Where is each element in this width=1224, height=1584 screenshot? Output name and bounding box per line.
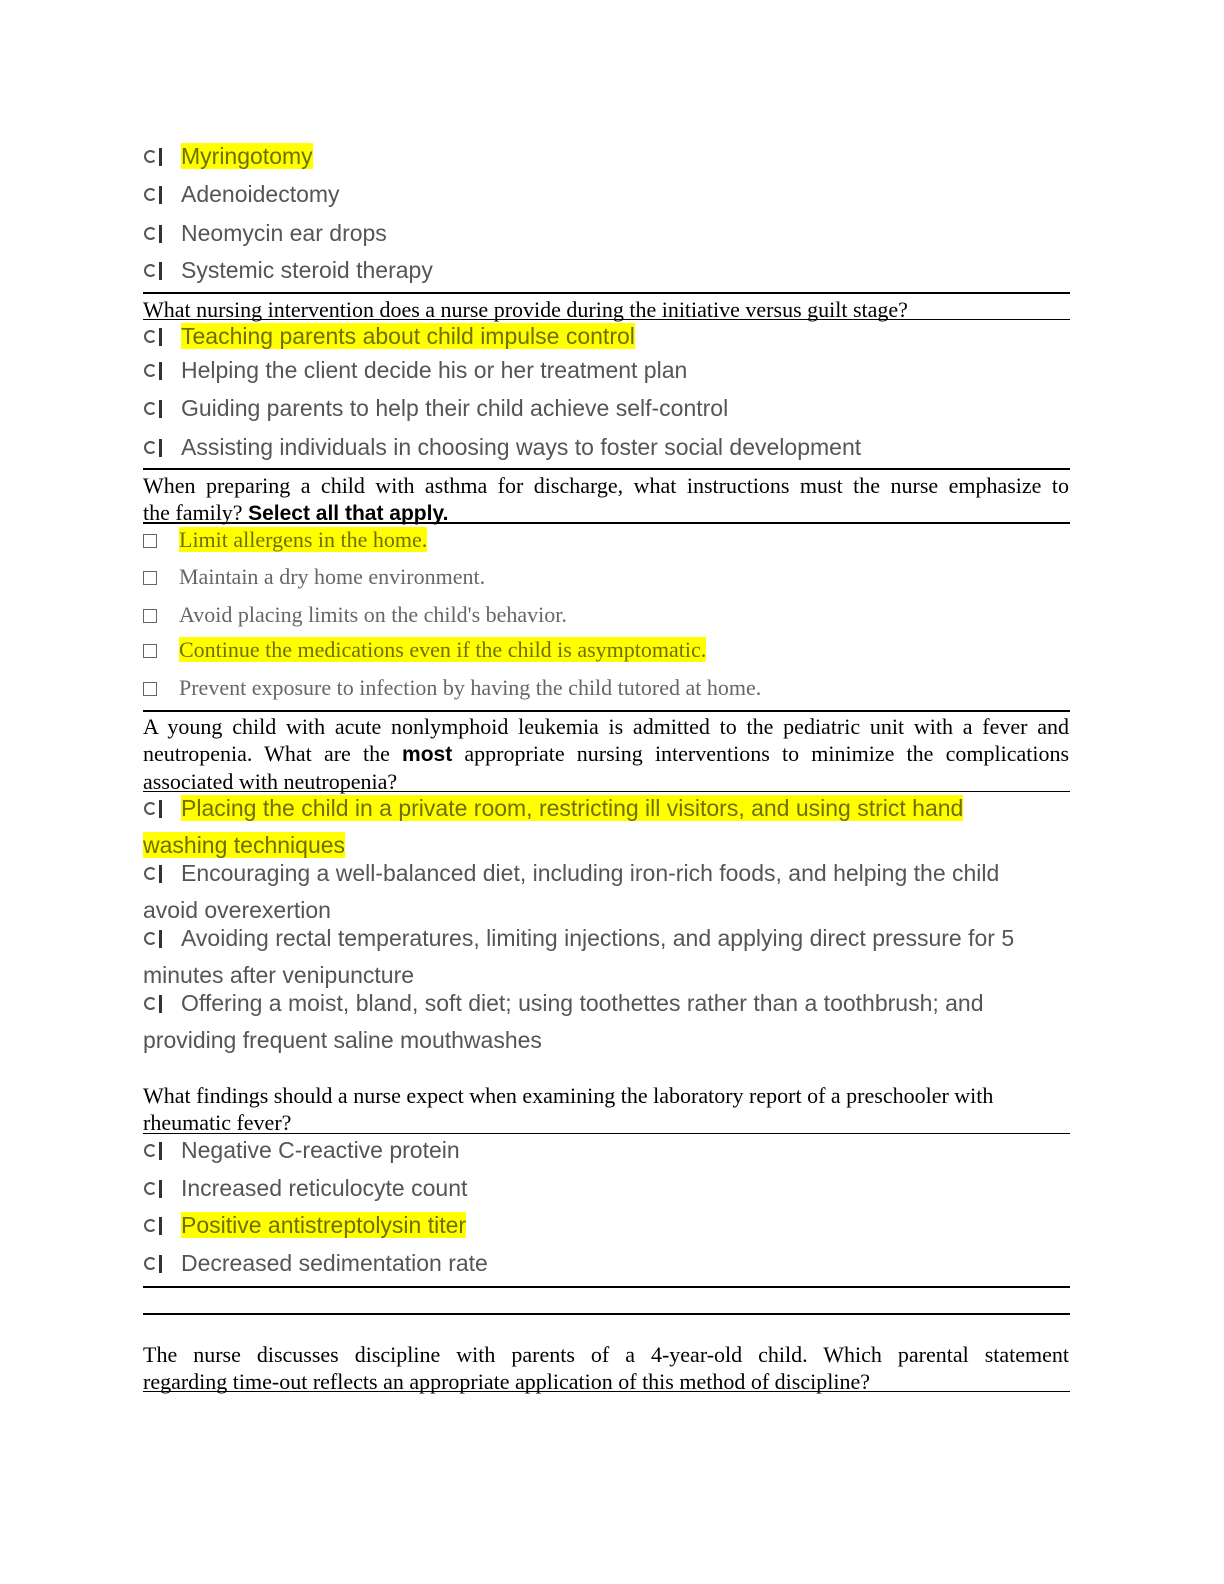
radio-icon[interactable] xyxy=(143,362,167,380)
option-checkbox[interactable] xyxy=(143,563,485,591)
question-text-line2: regarding time-out reflects an appropriate application of this method of discipline? xyxy=(143,1369,870,1394)
option-text: Encouraging a well-balanced diet, including iron-rich foods, and helping the child xyxy=(181,860,1000,886)
question-text: neutropenia. What are the xyxy=(143,741,390,766)
option-text: Decreased sedimentation rate xyxy=(181,1250,488,1276)
radio-icon[interactable] xyxy=(143,800,167,818)
question-text-line1: When preparing a child with asthma for discharge, what instructions must the nurse emphasize to xyxy=(143,473,1069,498)
option-checkbox[interactable] xyxy=(143,601,567,629)
option-text: Negative C-reactive protein xyxy=(181,1137,460,1163)
radio-icon[interactable] xyxy=(143,148,167,166)
option-text: Systemic steroid therapy xyxy=(181,257,433,283)
option-text: Helping the client decide his or her treatment plan xyxy=(181,357,688,383)
divider xyxy=(143,1286,1070,1288)
question-5 xyxy=(143,1341,1069,1395)
checkbox-icon[interactable] xyxy=(143,609,157,623)
option-radio[interactable] xyxy=(143,920,1063,994)
radio-icon[interactable] xyxy=(143,186,167,204)
option-radio[interactable] xyxy=(143,322,635,350)
radio-icon[interactable] xyxy=(143,439,167,457)
divider xyxy=(143,1313,1070,1315)
option-text: Limit allergens in the home. xyxy=(179,527,428,552)
divider xyxy=(143,1133,1070,1134)
divider xyxy=(143,710,1070,712)
option-text: Prevent exposure to infection by having the child tutored at home. xyxy=(179,675,762,700)
option-radio[interactable] xyxy=(143,142,313,170)
option-text: Guiding parents to help their child achieve self-control xyxy=(181,395,729,421)
question-2 xyxy=(143,472,1069,527)
divider xyxy=(143,319,1070,320)
option-radio[interactable] xyxy=(143,1174,467,1202)
divider xyxy=(143,1391,1070,1392)
option-radio[interactable] xyxy=(143,433,861,461)
question-text: the family? xyxy=(143,500,243,525)
option-text-cont: providing frequent saline mouthwashes xyxy=(143,1027,542,1053)
option-text: Neomycin ear drops xyxy=(181,220,387,246)
radio-icon[interactable] xyxy=(143,930,167,948)
radio-icon[interactable] xyxy=(143,1255,167,1273)
question-text-line1: What findings should a nurse expect when examining the laboratory report of a preschooler with xyxy=(143,1083,994,1108)
option-text: Maintain a dry home environment. xyxy=(179,564,486,589)
option-radio[interactable] xyxy=(143,180,340,208)
option-text-cont: washing techniques xyxy=(143,832,346,858)
question-text-line1: The nurse discusses discipline with parents of a 4-year-old child. Which parental statement xyxy=(143,1342,1069,1367)
checkbox-icon[interactable] xyxy=(143,534,157,548)
option-text-cont: minutes after venipuncture xyxy=(143,962,415,988)
divider xyxy=(143,522,1070,524)
option-text: Teaching parents about child impulse control xyxy=(181,323,635,349)
option-text: Assisting individuals in choosing ways to foster social development xyxy=(181,434,862,460)
option-text-cont: avoid overexertion xyxy=(143,897,331,923)
radio-icon[interactable] xyxy=(143,995,167,1013)
option-radio[interactable] xyxy=(143,219,387,247)
option-checkbox[interactable] xyxy=(143,674,761,702)
option-checkbox[interactable] xyxy=(143,636,706,664)
option-text: Offering a moist, bland, soft diet; using toothettes rather than a toothbrush; and xyxy=(181,990,984,1016)
question-text: appropriate nursing interventions to minimize the complications xyxy=(464,741,1070,766)
divider xyxy=(143,468,1070,470)
option-text: Myringotomy xyxy=(181,143,313,169)
option-text: Increased reticulocyte count xyxy=(181,1175,468,1201)
radio-icon[interactable] xyxy=(143,1142,167,1160)
option-radio[interactable] xyxy=(143,790,1063,864)
divider xyxy=(143,292,1070,294)
option-text: Avoid placing limits on the child's behavior. xyxy=(179,602,567,627)
question-emphasis: most xyxy=(402,743,453,766)
option-radio[interactable] xyxy=(143,394,728,422)
option-radio[interactable] xyxy=(143,855,1063,929)
radio-icon[interactable] xyxy=(143,225,167,243)
radio-icon[interactable] xyxy=(143,1217,167,1235)
question-3 xyxy=(143,713,1069,795)
question-emphasis: Select all that apply. xyxy=(248,502,449,525)
option-text: Avoiding rectal temperatures, limiting injections, and applying direct pressure for 5 xyxy=(181,925,1015,951)
radio-icon[interactable] xyxy=(143,328,167,346)
radio-icon[interactable] xyxy=(143,262,167,280)
option-radio[interactable] xyxy=(143,985,1063,1059)
option-radio[interactable] xyxy=(143,1211,466,1239)
radio-icon[interactable] xyxy=(143,865,167,883)
question-text-line1: A young child with acute nonlymphoid leukemia is admitted to the pediatric unit with a fever and xyxy=(143,714,1069,739)
option-text: Positive antistreptolysin titer xyxy=(181,1212,467,1238)
option-radio[interactable] xyxy=(143,1136,460,1164)
checkbox-icon[interactable] xyxy=(143,571,157,585)
question-text-line2 xyxy=(143,740,1069,768)
question-text-line2: rheumatic fever? xyxy=(143,1110,292,1135)
option-checkbox[interactable] xyxy=(143,526,427,554)
option-text: Placing the child in a private room, restricting ill visitors, and using strict hand xyxy=(181,795,964,821)
radio-icon[interactable] xyxy=(143,1180,167,1198)
radio-icon[interactable] xyxy=(143,400,167,418)
checkbox-icon[interactable] xyxy=(143,682,157,696)
option-radio[interactable] xyxy=(143,356,687,384)
question-text: What nursing intervention does a nurse provide during the initiative versus guilt stage? xyxy=(143,297,908,322)
option-text: Adenoidectomy xyxy=(181,181,340,207)
option-text: Continue the medications even if the child is asymptomatic. xyxy=(179,637,707,662)
question-text-line3: associated with neutropenia? xyxy=(143,769,398,794)
question-4 xyxy=(143,1082,1069,1136)
option-radio[interactable] xyxy=(143,1249,488,1277)
option-radio[interactable] xyxy=(143,256,433,284)
checkbox-icon[interactable] xyxy=(143,644,157,658)
